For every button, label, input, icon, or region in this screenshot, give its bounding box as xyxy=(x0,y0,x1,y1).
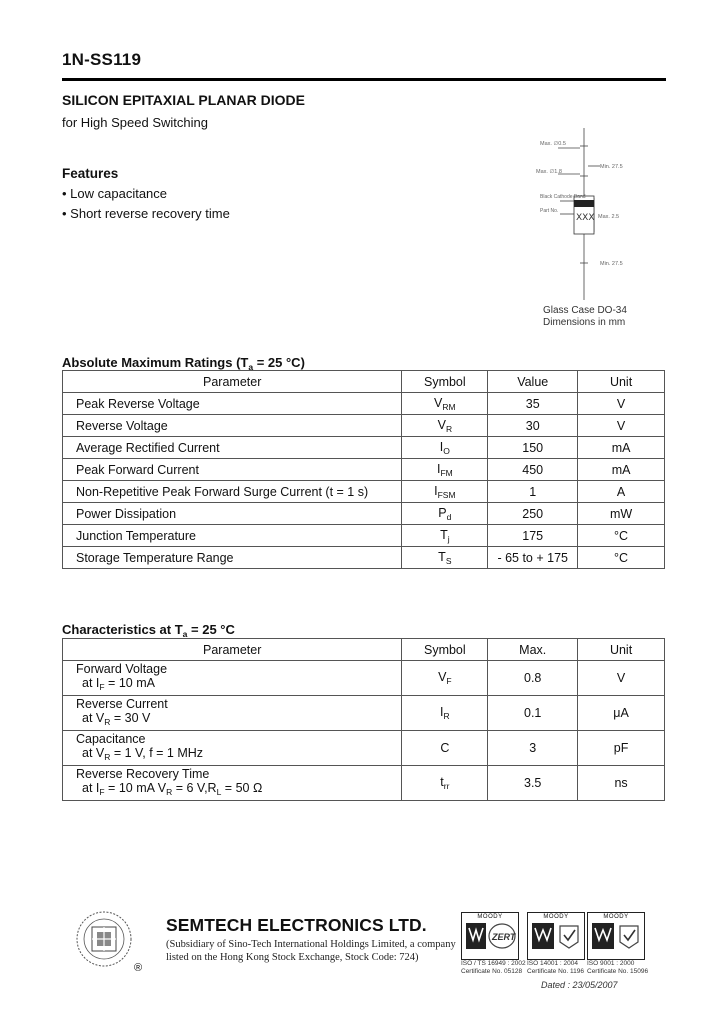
certification-mark-icon xyxy=(588,920,644,956)
company-seal-icon xyxy=(75,910,133,968)
col-header: Symbol xyxy=(402,639,488,661)
cert-badge: MOODY xyxy=(587,912,645,960)
table-row: Reverse Current at $V_R = 30$ V $I_R$ 0.1 μA xyxy=(63,696,665,731)
feature-item: • Low capacitance xyxy=(62,186,168,201)
col-header: Parameter xyxy=(63,639,402,661)
table-row: Non-Repetitive Peak Forward Surge Current (t = 1 s) $I_{FSM}$ 1 A xyxy=(63,481,665,503)
col-header: Symbol xyxy=(402,371,488,393)
table-row: Reverse Recovery Time at $I_F = 10$ mA $V_R = 6$ $V,R_L = 50$ Ω $t_{rr}$ 3.5 ns xyxy=(63,766,665,801)
features-heading: Features xyxy=(62,166,119,181)
feature-item: • Short reverse recovery time xyxy=(62,206,230,221)
table-row: Forward Voltage at $I_F = 10$ mA $V_F$ 0.8 V xyxy=(63,661,665,696)
cert-caption: ISO 14001 : 2004 Certificate No. 1196 xyxy=(527,960,584,975)
device-subtitle: SILICON EPITAXIAL PLANAR DIODE xyxy=(62,92,305,108)
table-row: Junction Temperature $T_j$ 175 °C xyxy=(63,525,665,547)
cert-badge: MOODY ZERT xyxy=(461,912,519,960)
col-header: Max. xyxy=(488,639,578,661)
absolute-max-heading: Absolute Maximum Ratings ($T_a = 25$ °C) xyxy=(62,355,305,372)
characteristics-heading: Characteristics at $T_a = 25$ °C xyxy=(62,622,235,639)
col-header: Unit xyxy=(578,371,665,393)
band-label: Black Cathode Band xyxy=(540,194,586,200)
registered-mark: ® xyxy=(134,962,143,974)
case-label: Glass Case DO-34 Dimensions in mm xyxy=(543,305,627,328)
table-row: Storage Temperature Range $T_S$ - 65 to + 175 °C xyxy=(63,547,665,569)
table-row: Reverse Voltage $V_R$ 30 V xyxy=(63,415,665,437)
table-row: Peak Reverse Voltage $V_{RM}$ 35 V xyxy=(63,393,665,415)
device-tagline: for High Speed Switching xyxy=(62,115,208,130)
table-row: Peak Forward Current $I_{FM}$ 450 mA xyxy=(63,459,665,481)
svg-text:ZERT: ZERT xyxy=(492,932,516,942)
cert-caption: ISO 9001 : 2000 Certificate No. 15096 xyxy=(587,960,649,975)
table-header-row xyxy=(63,639,665,661)
marking-text: XXX xyxy=(576,213,595,223)
diode-package-drawing xyxy=(530,128,640,300)
characteristics-table xyxy=(62,638,665,801)
absolute-max-table xyxy=(62,370,665,569)
part-number-title: 1N-SS119 xyxy=(62,50,142,69)
cert-caption: ISO / TS 16949 : 2002 Certificate No. 05128 xyxy=(461,960,526,975)
dim-label: Max. 2.5 xyxy=(598,214,620,220)
table-row: Power Dissipation $P_d$ 250 mW xyxy=(63,503,665,525)
part-no-label: Part No. xyxy=(540,208,559,214)
dim-label: Min. 27.5 xyxy=(600,164,623,170)
cert-badge: MOODY xyxy=(527,912,585,960)
company-name: SEMTECH ELECTRONICS LTD. xyxy=(166,915,427,935)
col-header: Parameter xyxy=(63,371,402,393)
dim-label: Min. 27.5 xyxy=(600,261,623,267)
table-header-row xyxy=(63,371,665,393)
dim-label: Max. ∅1.8 xyxy=(536,169,562,175)
company-subsidiary-note: (Subsidiary of Sino-Tech International Holdings Limited, a company listed on the Hong Kong Stock Exchange, Stock Code: 724) xyxy=(166,939,456,963)
col-header: Value xyxy=(488,371,578,393)
certification-mark-icon xyxy=(528,920,584,956)
table-row: Average Rectified Current $I_O$ 150 mA xyxy=(63,437,665,459)
dim-label: Max. ∅0.5 xyxy=(540,141,566,147)
table-row: Capacitance at $V_R = 1$ V, f = 1 MHz C 3 pF xyxy=(63,731,665,766)
certification-mark-icon xyxy=(462,920,518,956)
title-rule xyxy=(62,78,666,81)
col-header: Unit xyxy=(578,639,665,661)
dated-stamp: Dated : 23/05/2007 xyxy=(541,980,618,990)
